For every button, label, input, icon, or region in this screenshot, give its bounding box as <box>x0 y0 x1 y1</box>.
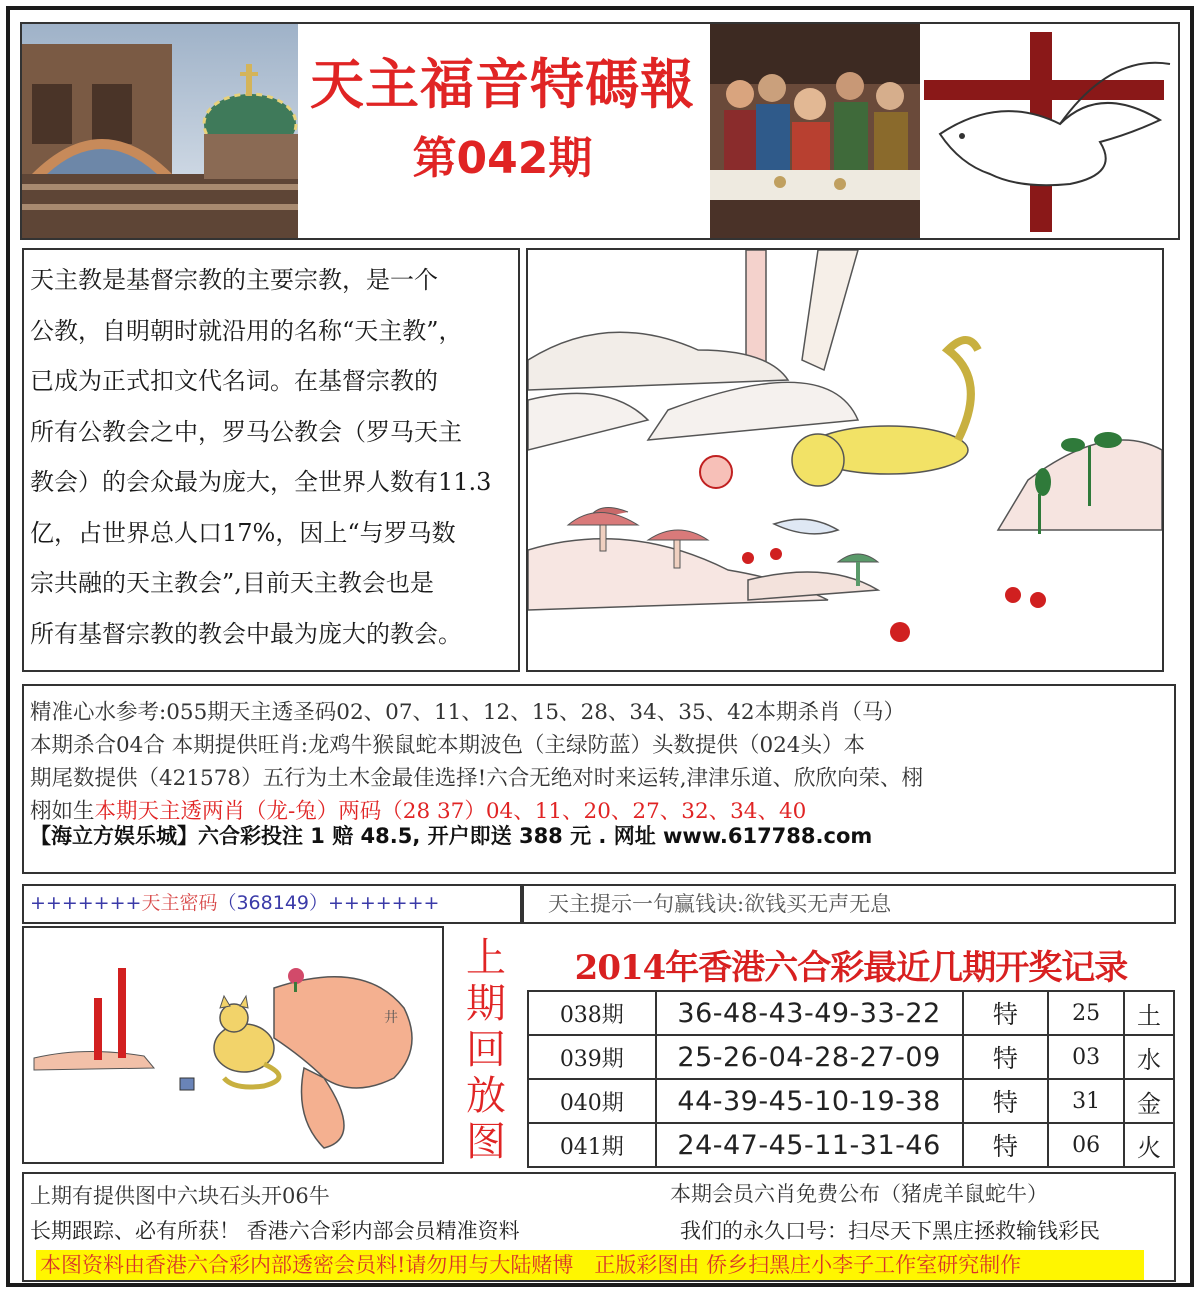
issue-cell: 040期 <box>528 1079 656 1123</box>
issue-number: 第042期 <box>412 133 593 184</box>
special-number-cell: 31 <box>1048 1079 1124 1123</box>
cat-rock-illustration <box>24 928 442 1162</box>
tips-block <box>30 696 1180 828</box>
replay-char-4: 放 <box>466 1073 506 1119</box>
element-cell: 火 <box>1124 1123 1174 1167</box>
secret-suffix: +++++++ <box>328 892 440 914</box>
cathedral-image <box>22 24 298 238</box>
special-number-cell: 25 <box>1048 991 1124 1035</box>
tips-line-3: 期尾数提供（421578）五行为土木金最佳选择!六合无绝对时来运转,津津乐道、欣欣向荣、栩 <box>30 766 924 791</box>
illustration-box <box>526 248 1164 672</box>
special-number-cell: 03 <box>1048 1035 1124 1079</box>
table-row <box>528 1079 1174 1123</box>
replay-char-2: 期 <box>466 981 506 1027</box>
issue-cell: 038期 <box>528 991 656 1035</box>
cross-dove-image <box>920 24 1178 238</box>
numbers-cell: 25-26-04-28-27-09 <box>656 1035 963 1079</box>
issue-cell: 041期 <box>528 1123 656 1167</box>
replay-char-1: 上 <box>466 935 506 981</box>
rock-mark: 井 <box>384 1010 398 1026</box>
special-number-cell: 06 <box>1048 1123 1124 1167</box>
secret-label: 天主密码 <box>141 892 218 914</box>
element-cell: 金 <box>1124 1079 1174 1123</box>
last-supper-image <box>710 24 920 238</box>
replay-char-3: 回 <box>466 1027 506 1073</box>
tips-line-1: 精准心水参考:055期天主透圣码02、07、11、12、15、28、34、35、42本期杀肖（马） <box>30 700 906 725</box>
replay-vertical-label <box>462 935 510 1165</box>
numbers-cell: 44-39-45-10-19-38 <box>656 1079 963 1123</box>
element-cell: 土 <box>1124 991 1174 1035</box>
tips-line-4-highlight: 本期天主透两肖（龙-兔）两码（28 37）04、11、20、27、32、34、40 <box>94 799 807 824</box>
footer-right-1: 本期会员六肖免费公布（猪虎羊鼠蛇牛） <box>670 1182 1048 1206</box>
footer-banner: 本图资料由香港六合彩内部透密会员料!请勿用与大陆赌博 正版彩图由 侨乡扫黑庄小李子工作室研究制作 <box>36 1250 1144 1280</box>
tips-line-4-normal: 栩如生 <box>30 799 95 824</box>
footer-left-1: 上期有提供图中六块石头开06牛 <box>30 1184 330 1208</box>
footer-right-2: 我们的永久口号：扫尽天下黑庄拯救输钱彩民 <box>680 1219 1100 1243</box>
secret-code-line <box>30 888 439 915</box>
special-label-cell: 特 <box>963 991 1049 1035</box>
intro-paragraph: 天主教是基督宗教的主要宗教，是一个 公教，自明朝时就沿用的名称“天主教”， 已成为正式扣文代名词。在基督宗教的 所有公教会之中，罗马公教会（罗马天主 教会）的会众最为庞大，全世界人数有11.3 亿，占世界总人口17%，因上“与罗马数 宗共融的天主教会”,目前天主教会也是 所有基督宗教的教会中最为庞大的教会。 <box>30 266 492 648</box>
replay-image-box <box>22 926 444 1164</box>
secret-code: （368149） <box>217 892 328 914</box>
issue-cell: 039期 <box>528 1035 656 1079</box>
numbers-cell: 36-48-43-49-33-22 <box>656 991 963 1035</box>
casino-promo: 【海立方娱乐城】六合彩投注 1 赔 48.5, 开户即送 388 元 . 网址 www.617788.com <box>30 824 873 848</box>
numbers-cell: 24-47-45-11-31-46 <box>656 1123 963 1167</box>
special-label-cell: 特 <box>963 1035 1049 1079</box>
special-label-cell: 特 <box>963 1079 1049 1123</box>
results-title: 2014年香港六合彩最近几期开奖记录 <box>574 948 1128 988</box>
element-cell: 水 <box>1124 1035 1174 1079</box>
newspaper-title: 天主福音特碼報 <box>310 53 695 116</box>
tips-line-2: 本期杀合04合 本期提供旺肖:龙鸡牛猴鼠蛇本期波色（主绿防蓝）头数提供（024头）本 <box>30 733 865 758</box>
footer-left-2: 长期跟踪、必有所获！ 香港六合彩内部会员精准资料 <box>30 1219 520 1243</box>
secret-prefix: +++++++ <box>30 892 142 914</box>
table-row <box>528 1123 1174 1167</box>
leopard-illustration <box>528 250 1162 670</box>
special-label-cell: 特 <box>963 1123 1049 1167</box>
table-row <box>528 991 1174 1035</box>
table-row <box>528 1035 1174 1079</box>
money-hint: 天主提示一句赢钱诀:欲钱买无声无息 <box>548 892 892 916</box>
results-table <box>527 990 1175 1168</box>
replay-char-5: 图 <box>466 1119 506 1165</box>
